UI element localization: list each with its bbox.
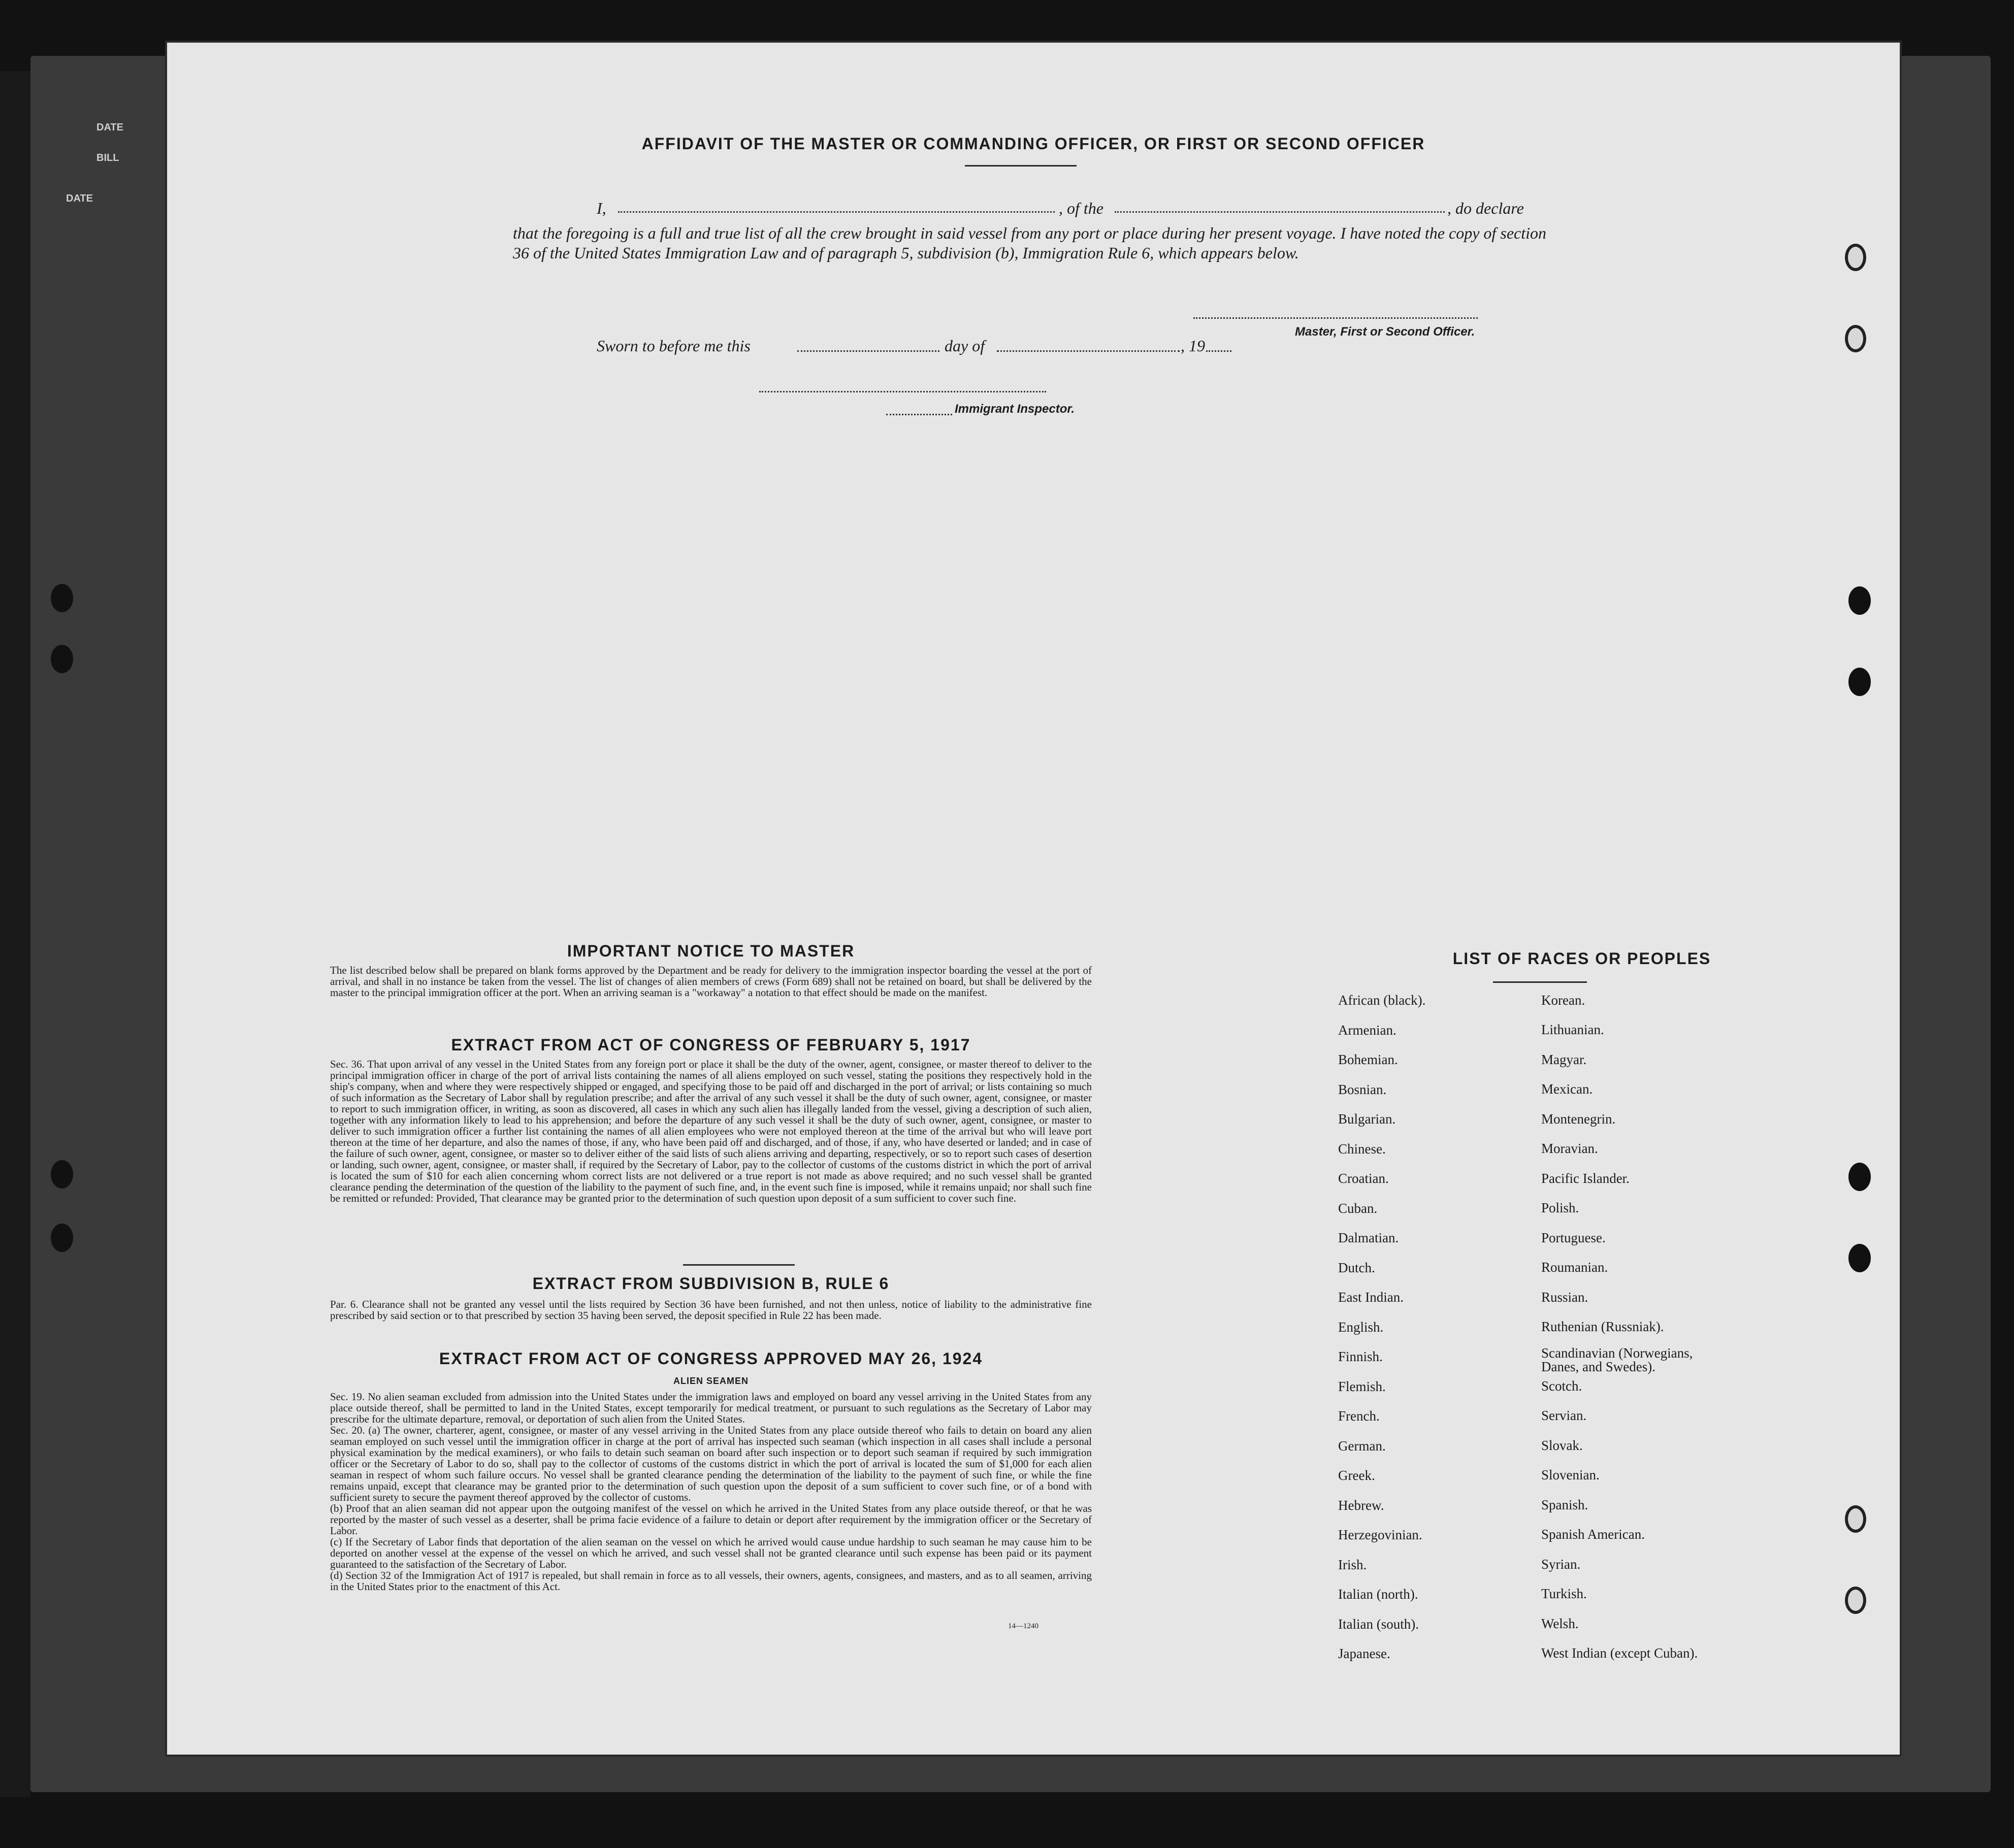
punch-hole <box>1845 325 1866 352</box>
master-signature-blank[interactable] <box>1193 317 1478 319</box>
race-item: Dalmatian. <box>1338 1230 1399 1245</box>
race-item: Ruthenian (Russniak). <box>1541 1319 1664 1334</box>
race-item: Scotch. <box>1541 1378 1582 1394</box>
race-item: Montenegrin. <box>1541 1111 1616 1127</box>
race-item: Italian (north). <box>1338 1587 1418 1602</box>
race-item: Japanese. <box>1338 1646 1390 1661</box>
punch-hole <box>1848 668 1871 696</box>
extract-rule6-text: Par. 6. Clearance shall not be granted any vessel until the lists required by Section 36 have been furnished, and not then unless, notice of liability to the administrative fine prescribed by said section or to that prescribed by section 35 having been served, the deposit specified in Rule 22 has been made. <box>330 1298 1092 1322</box>
extract-rule6-title: EXTRACT FROM SUBDIVISION B, RULE 6 <box>532 1274 890 1293</box>
punch-hole <box>1848 1163 1871 1191</box>
affidavit-declare: , do declare <box>1447 199 1524 217</box>
name-blank[interactable] <box>618 211 1055 213</box>
margin-label-date: DATE <box>96 122 123 133</box>
race-item: Armenian. <box>1338 1022 1396 1038</box>
race-item: Dutch. <box>1338 1260 1375 1275</box>
extract-1917-title: EXTRACT FROM ACT OF CONGRESS OF FEBRUARY 5, 1917 <box>451 1036 971 1054</box>
sworn-day-blank[interactable] <box>797 350 939 352</box>
race-item: Roumanian. <box>1541 1260 1608 1275</box>
race-item: Chinese. <box>1338 1141 1386 1157</box>
affidavit-of-the: , of the <box>1059 199 1103 217</box>
margin-label-bill: BILL <box>96 152 119 163</box>
race-item: Bosnian. <box>1338 1081 1387 1097</box>
race-item: German. <box>1338 1438 1386 1454</box>
race-item: Syrian. <box>1541 1557 1581 1572</box>
race-item: Korean. <box>1541 993 1585 1008</box>
race-item: Cuban. <box>1338 1200 1378 1216</box>
race-item: Russian. <box>1541 1290 1588 1305</box>
race-item: Pacific Islander. <box>1541 1171 1630 1186</box>
race-item: Spanish. <box>1541 1497 1588 1512</box>
race-item: Portuguese. <box>1541 1230 1606 1245</box>
race-item: Polish. <box>1541 1200 1579 1215</box>
races-title: LIST OF RACES OR PEOPLES <box>1452 949 1711 968</box>
sec-20d-paragraph: (d) Section 32 of the Immigration Act of 1917 is repealed, but shall remain in force as to all vessels, their owners, agents, consignees, and masters, and as to all seamen, arriving in the United States prior to the enactment of this Act. <box>330 1569 1092 1593</box>
punch-hole <box>1848 1244 1871 1272</box>
race-item: Flemish. <box>1338 1378 1386 1394</box>
sworn-year: , 19 <box>1181 337 1205 355</box>
notice-text: The list described below shall be prepared on blank forms approved by the Department and be ready for delivery to the immigration inspector boarding the vessel at the port of arrival, and shall in no instance be taken from the vessel. The list of changes of alien members of crews (Form 689) shall not be retained on board, but shall be delivered by the master to the principal immigration officer at the port. When an arriving seaman is a "workaway" a notation to that effect should be made on the manifest. <box>330 964 1092 999</box>
inspector-label: Immigrant Inspector. <box>955 402 1075 416</box>
sec-19-paragraph: Sec. 19. No alien seaman excluded from admission into the United States under the immigration laws and employed on board any vessel arriving in the United States from any place outside thereof, shall be permitted to land in the United States, except temporarily for medical treatment, or pursuant to such regulations as the Secretary of Labor may prescribe for the ultimate departure, removal, or deportation of such alien from the United States. <box>330 1391 1092 1425</box>
race-item: French. <box>1338 1408 1380 1424</box>
punch-hole <box>1845 1505 1866 1533</box>
sworn-prefix: Sworn to before me this <box>597 337 751 355</box>
race-item: Slovak. <box>1541 1438 1583 1453</box>
race-item: Croatian. <box>1338 1171 1389 1186</box>
extract-1924-body <box>330 1391 1092 1592</box>
race-item: Hebrew. <box>1338 1497 1384 1513</box>
vessel-blank[interactable] <box>1115 211 1445 213</box>
inspector-signature-blank[interactable] <box>759 391 1046 392</box>
sec-20c-paragraph: (c) If the Secretary of Labor finds that deportation of the alien seaman on the vessel on which he arrived would cause undue hardship to such seaman he may cause him to be deported on another vessel at the expense of the vessel on which he arrived, and such vessel shall not be granted clearance until such expense has been paid or its payment guaranteed to the satisfaction of the Secretary of Labor. <box>330 1536 1092 1570</box>
extract-1924-title: EXTRACT FROM ACT OF CONGRESS APPROVED MAY 26, 1924 <box>439 1349 983 1368</box>
notice-title: IMPORTANT NOTICE TO MASTER <box>567 942 855 960</box>
affidavit-title: AFFIDAVIT OF THE MASTER OR COMMANDING OFFICER, OR FIRST OR SECOND OFFICER <box>641 135 1425 153</box>
affidavit-body: that the foregoing is a full and true list of all the crew brought in said vessel from any port or place during her present voyage. I have noted the copy of section 36 of the United States Immigration Law and of paragraph 5, subdivision (b), Immigration Rule 6, which appears below. <box>513 224 1546 262</box>
race-item: Servian. <box>1541 1408 1587 1423</box>
race-item: Magyar. <box>1541 1052 1587 1067</box>
race-item: Welsh. <box>1541 1616 1579 1631</box>
master-label: Master, First or Second Officer. <box>1295 325 1475 339</box>
affidavit-i: I, <box>597 199 606 217</box>
races-title-underline <box>1493 981 1587 983</box>
binder-hole <box>51 645 73 673</box>
race-item: Moravian. <box>1541 1141 1598 1156</box>
margin-label-date: DATE <box>66 193 93 204</box>
race-item: Finnish. <box>1338 1349 1383 1364</box>
race-item: Scandinavian (Norwegians, <box>1541 1345 1693 1361</box>
sec-20a-paragraph: Sec. 20. (a) The owner, charterer, agent, consignee, or master of any vessel arriving in the United States from any place outside thereof who fails to detain on board any alien seaman employed on such vessel until the immigration officer in charge at the port of arrival has inspected such seaman (which inspection in all cases shall include a personal physical examination by the medical examiners), or who fails to detain such seaman on board after such inspection or to deport such seaman if required by such immigration officer or the Secretary of Labor to do so, shall pay to the collector of customs of the customs district in which the port of arrival is located the sum of $1,000 for each alien seaman in respect of whom such failure occurs. No vessel shall be granted clearance pending the determination of the liability to the payment of such fine, or while the fine remains unpaid, except that clearance may be granted prior to the determination of such question upon the deposit of a sum sufficient to cover such fine, or of a bond with sufficient surety to secure the payment thereof approved by the collector of customs. <box>330 1424 1092 1503</box>
title-underline <box>965 165 1077 167</box>
race-item: Mexican. <box>1541 1081 1593 1097</box>
sworn-day-of: day of <box>945 337 985 355</box>
sworn-year-blank[interactable] <box>1206 350 1231 352</box>
race-item: Greek. <box>1338 1468 1375 1483</box>
race-item: Italian (south). <box>1338 1616 1419 1632</box>
document-page <box>165 41 1902 1757</box>
left-margin-strip <box>0 71 93 1797</box>
race-item: Slovenian. <box>1541 1467 1600 1482</box>
race-item: East Indian. <box>1338 1290 1404 1305</box>
binder-hole <box>51 1160 73 1189</box>
inspector-prefix-blank[interactable] <box>886 414 952 415</box>
sworn-month-blank[interactable] <box>997 350 1180 352</box>
sec-20b-paragraph: (b) Proof that an alien seaman did not appear upon the outgoing manifest of the vessel on which he arrived in the United States from any place outside thereof, or that he was reported by the master of such vessel as a deserter, shall be prima facie evidence of a failure to detain or deport after requirement by the immigration officer or the Secretary of Labor. <box>330 1502 1092 1537</box>
race-item: Bohemian. <box>1338 1052 1398 1067</box>
race-item: Spanish American. <box>1541 1527 1645 1542</box>
punch-hole <box>1848 586 1871 615</box>
extract-1917-text: Sec. 36. That upon arrival of any vessel in the United States from any foreign port or place it shall be the duty of the owner, agent, consignee, or master thereof to deliver to the principal immigration officer in charge of the port of arrival lists containing the names of all aliens employed on such vessel, stating the positions they respectively hold in the ship's company, when and where they were respectively shipped or engaged, and specifying those to be paid off and discharged in the port of arrival; or lists containing so much of such information as the Secretary of Labor shall by regulation prescribe; and after the arrival of any such vessel it shall be the duty of such owner, agent, consignee, or master to report to such immigration officer, in writing, as soon as discovered, all cases in which any such alien has illegally landed from the vessel, giving a description of such alien, together with any information likely to lead to his apprehension; and before the departure of any such vessel it shall be the duty of such owner, agent, consignee, or master to deliver to such immigration officer a further list containing the names of all alien employees who were not employed thereon at the time of the arrival but who will leave port thereon at the time of her departure, and also the names of those, if any, who have been paid off and discharged, and of those, if any, who have deserted or landed; and in case of the failure of such owner, agent, consignee, or master so to deliver either of the said lists of such aliens arriving and departing, respectively, or so to report such cases of desertion or landing, such owner, agent, consignee, or master shall, if required by the Secretary of Labor, pay to the collector of customs of the customs district in which the port of arrival is located the sum of $10 for each alien concerning whom correct lists are not delivered or a true report is not made as above required; and no such vessel shall be granted clearance pending the determination of the question of the liability to the payment of such fine, and, in the event such fine is imposed, while it remains unpaid; nor shall such fine be remitted or refunded: Provided, That clearance may be granted prior to the determination of such question upon deposit of a sum sufficient to cover such fine. <box>330 1058 1092 1204</box>
race-item: West Indian (except Cuban). <box>1541 1645 1698 1661</box>
race-item: Lithuanian. <box>1541 1022 1604 1037</box>
race-item: Herzegovinian. <box>1338 1527 1422 1542</box>
section-divider <box>683 1264 795 1266</box>
punch-hole <box>1845 244 1866 271</box>
race-item: Turkish. <box>1541 1586 1587 1601</box>
race-item: African (black). <box>1338 993 1426 1008</box>
race-item: Bulgarian. <box>1338 1111 1396 1127</box>
binder-hole <box>51 1224 73 1252</box>
race-item: Irish. <box>1338 1557 1367 1572</box>
race-item: Danes, and Swedes). <box>1541 1359 1655 1374</box>
extract-1924-subtitle: ALIEN SEAMEN <box>673 1376 749 1386</box>
race-item: English. <box>1338 1319 1384 1335</box>
punch-hole <box>1845 1587 1866 1614</box>
binder-hole <box>51 584 73 612</box>
form-number: 14—1240 <box>1008 1622 1038 1630</box>
